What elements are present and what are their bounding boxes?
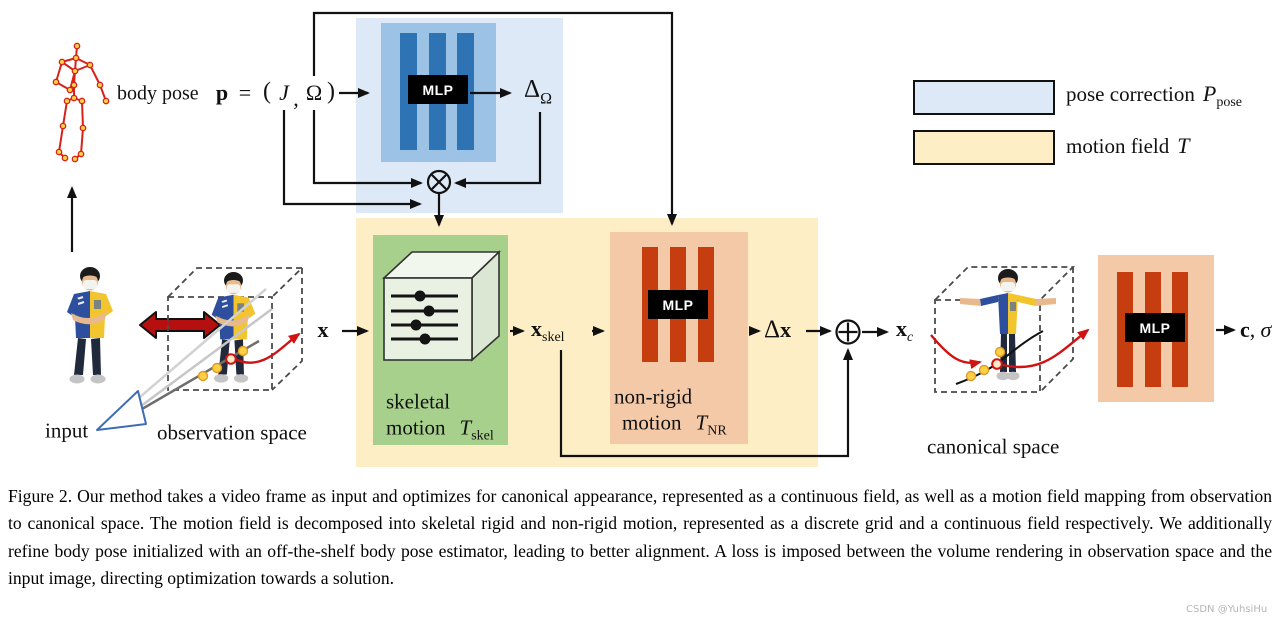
exchange-arrow-icon (140, 312, 220, 338)
skeletal-motion-label-line2 (386, 416, 494, 445)
x-label: x (317, 317, 329, 342)
legend-motion-field-label (1066, 133, 1190, 159)
oplus-operator-icon (837, 321, 860, 344)
formula-close-paren: ) (327, 78, 335, 105)
legend-text: pose correction (1066, 82, 1195, 106)
non-rigid-motion-label-line2 (622, 411, 727, 440)
omega-subscript: Ω (540, 90, 552, 108)
formula-equals: = (238, 80, 252, 105)
delta-omega-label (524, 76, 552, 109)
T-symbol: T (1177, 133, 1190, 158)
formula-open-paren: ( (263, 78, 271, 105)
x-base: x (531, 316, 542, 341)
body-pose-label: body pose (117, 82, 199, 105)
delta-symbol: Δ (764, 316, 781, 343)
non-rigid-motion-label-line1: non-rigid (614, 384, 693, 409)
skeletal-motion-label-line1: skeletal (386, 389, 451, 414)
pose-subscript: pose (1216, 95, 1242, 110)
input-label: input (45, 418, 89, 443)
canonical-mlp-label (1125, 313, 1185, 342)
watermark: CSDN @YuhsiHu (1186, 604, 1268, 615)
delta-symbol: Δ (524, 75, 541, 103)
formula-comma: , (293, 86, 299, 111)
c-sigma-label (1240, 317, 1271, 343)
nr-subscript: NR (707, 423, 727, 439)
non-rigid-mlp-label (648, 290, 708, 319)
sigma-symbol: σ (1260, 317, 1272, 342)
figure-caption: Figure 2. Our method takes a video frame as input and optimizes for canonical appearance, represented as a continuous field, as well as a motion field mapping from observation to canonical space. The motion field is decomposed into skeletal rigid and non-rigid motion, represented as a discrete grid and a continuous field respectively. We additionally refine body pose initialized with an off-the-shelf body pose estimator, leading to better alignment. A loss is imposed between the volume rendering in observation space and the input image, directing optimization towards a solution. (8, 486, 1272, 589)
formula-p: p (215, 80, 229, 105)
body-pose-skeleton-icon (53, 43, 108, 161)
motion-word: motion (386, 415, 446, 440)
otimes-operator-icon (428, 171, 450, 193)
skel-subscript: skel (471, 428, 494, 444)
P-symbol: P (1202, 81, 1217, 106)
canonical-space-label: canonical space (927, 434, 1060, 459)
observation-space-label: observation space (157, 420, 307, 445)
mlp-text: MLP (662, 296, 694, 313)
c-subscript: c (907, 330, 914, 345)
skel-subscript: skel (542, 330, 565, 345)
formula-omega: Ω (305, 80, 323, 105)
input-person-image (67, 267, 113, 384)
T-symbol: T (459, 415, 472, 440)
x-base: x (896, 316, 907, 341)
red-flow-arrows (235, 330, 1088, 367)
comma: , (1249, 317, 1256, 342)
x-c-label (896, 316, 913, 346)
mlp-text: MLP (1139, 319, 1171, 336)
c-symbol: c (1240, 317, 1250, 342)
delta-x-label (764, 316, 791, 344)
motion-word: motion (622, 410, 682, 435)
legend-pose-correction-label (1066, 81, 1242, 111)
x-skel-label (531, 316, 565, 346)
T-symbol: T (695, 410, 708, 435)
mlp-text: MLP (422, 81, 454, 98)
legend-text: motion field (1066, 134, 1170, 158)
x-base: x (780, 317, 792, 342)
pose-mlp-label (408, 75, 468, 104)
slider-cube-icon (384, 252, 499, 360)
formula-J: J (279, 80, 289, 105)
